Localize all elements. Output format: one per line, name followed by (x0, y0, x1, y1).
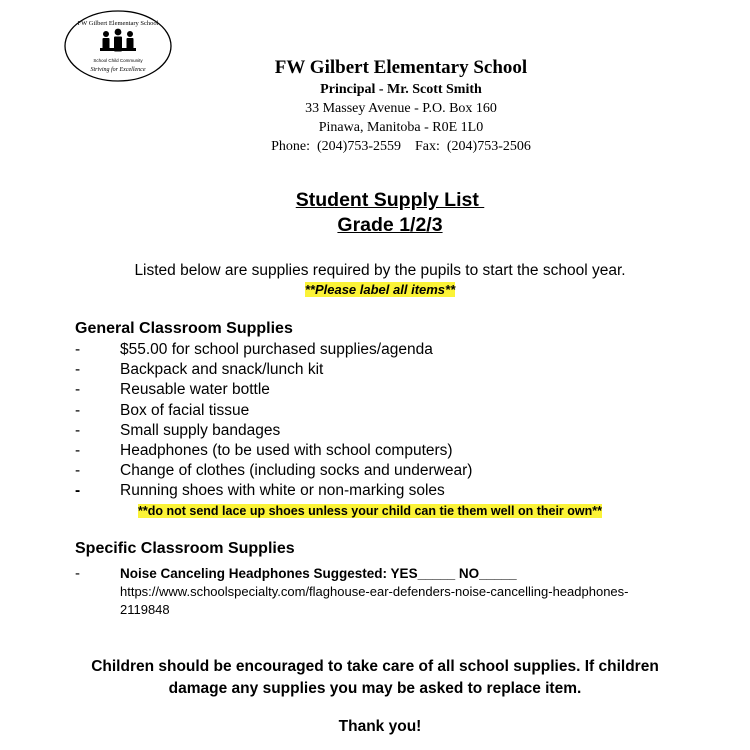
list-item: - Running shoes with white or non-marking soles (75, 482, 445, 500)
school-name: FW Gilbert Elementary School (274, 57, 528, 78)
logo-middle-text: School Child Community (93, 58, 143, 63)
title-line-1: Student Supply List (295, 189, 485, 211)
list-item: - $55.00 for school purchased supplies/agenda (75, 341, 433, 358)
thank-you-text: Thank you! (338, 718, 422, 735)
list-item: - Backpack and snack/lunch kit (75, 361, 324, 379)
general-supplies-list (75, 340, 715, 502)
specific-supplies-heading: Specific Classroom Supplies (75, 540, 295, 557)
intro-text: Listed below are supplies required by the pupils to start the school year. (134, 262, 626, 279)
people-figures-icon (100, 29, 136, 52)
logo-bottom-text: Striving for Excellence (90, 67, 146, 73)
list-item: - Change of clothes (including socks and underwear) (75, 462, 473, 480)
label-note-wrap (0, 281, 750, 299)
school-header (216, 56, 586, 156)
closing-note: Children should be encouraged to take care of all school supplies. If children damage any supplies you may be asked to replace item. (91, 658, 659, 697)
list-item: - Box of facial tissue (75, 401, 250, 419)
logo-top-text: FW Gilbert Elementary School (77, 20, 159, 27)
document-title (0, 188, 750, 238)
general-supplies-heading: General Classroom Supplies (75, 320, 293, 337)
title-line-2: Grade 1/2/3 (337, 214, 443, 236)
list-item: - Small supply bandages (75, 421, 281, 439)
label-note: **Please label all items** (304, 282, 456, 297)
headphones-suggestion: Noise Canceling Headphones Suggested: YES_____ NO_____ (120, 566, 517, 581)
shoe-warning-wrap (0, 502, 740, 520)
contact-line: Phone: (204)753-2559 Fax: (204)753-2506 (271, 139, 531, 154)
principal-line: Principal - Mr. Scott Smith (320, 82, 482, 97)
shoe-warning: **do not send lace up shoes unless your child can tie them well on their own** (138, 504, 602, 518)
list-item: - Headphones (to be used with school computers) (75, 441, 453, 459)
list-item: - Reusable water bottle (75, 381, 270, 399)
address-line-2: Pinawa, Manitoba - R0E 1L0 (318, 120, 484, 135)
school-logo (62, 8, 174, 84)
school-logo-graphic (62, 8, 174, 84)
address-line-1: 33 Massey Avenue - P.O. Box 160 (305, 101, 497, 116)
headphones-link[interactable]: https://www.schoolspecialty.com/flaghouse-ear-defenders-noise-cancelling-headphones-2119848 (120, 584, 629, 617)
